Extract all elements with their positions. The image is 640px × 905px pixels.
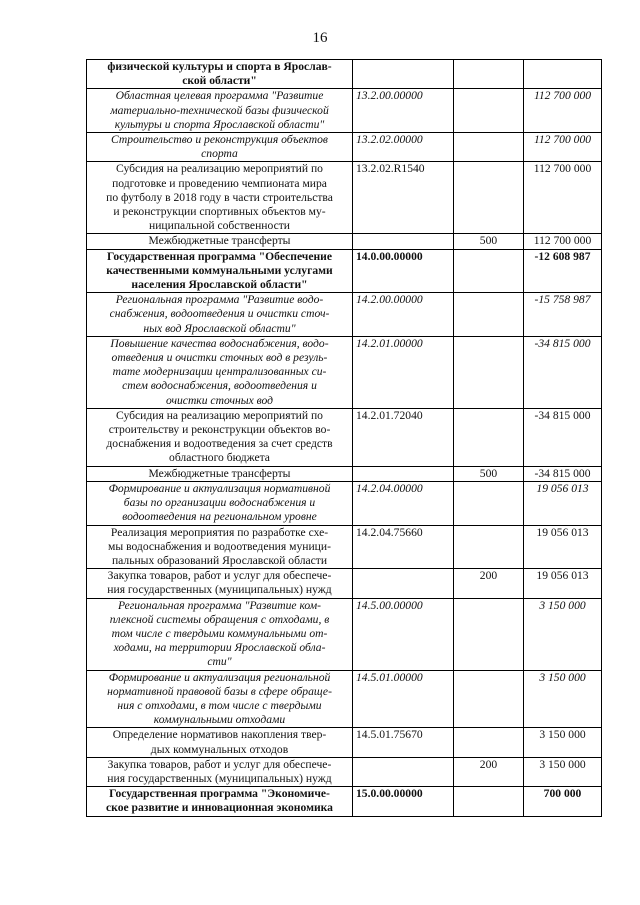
row-name-line: Закупка товаров, работ и услуг для обеспече-	[107, 569, 332, 583]
row-amount: 112 700 000	[524, 162, 602, 234]
row-name	[87, 525, 353, 569]
row-name-line: Межбюджетные трансферты	[148, 466, 291, 480]
row-name-line: том числе с твердыми коммунальными от-	[111, 626, 328, 640]
row-name	[87, 466, 353, 481]
table-row	[87, 569, 602, 598]
row-name	[87, 569, 353, 598]
table-row	[87, 60, 602, 89]
row-name-line: нормативной правовой базы в сфере обраще-	[107, 684, 332, 698]
row-name	[87, 728, 353, 757]
budget-table-body	[87, 60, 602, 817]
row-code: 14.2.01.00000	[353, 336, 454, 408]
row-amount: -34 815 000	[524, 466, 602, 481]
row-name-line: тате модернизации централизованных си-	[112, 365, 327, 379]
row-name-line: Межбюджетные трансферты	[148, 234, 291, 248]
row-name-line: населения Ярославской области"	[131, 278, 308, 292]
row-name	[87, 336, 353, 408]
table-row	[87, 408, 602, 466]
row-name	[87, 60, 353, 89]
row-name-line: отведения и очистки сточных вод в резуль-	[111, 351, 328, 365]
row-name-line: Определение нормативов накопления твер-	[112, 728, 327, 742]
row-name-line: снабжения, водоотведения и очистки сточ-	[109, 307, 330, 321]
row-name-line: областного бюджета	[169, 451, 270, 465]
row-code: 14.2.00.00000	[353, 293, 454, 337]
table-row	[87, 293, 602, 337]
row-name	[87, 162, 353, 234]
row-name-line: строительству и реконструкции объектов во-	[108, 423, 331, 437]
row-amount: 112 700 000	[524, 234, 602, 249]
row-name-line: очистки сточных вод	[165, 393, 274, 407]
row-name-line: ния с отходами, в том числе с твердыми	[117, 698, 322, 712]
row-name-line: сти"	[207, 655, 232, 669]
row-amount: -34 815 000	[524, 336, 602, 408]
row-name-line: Повышение качества водоснабжения, водо-	[110, 336, 329, 350]
row-amount: -15 758 987	[524, 293, 602, 337]
row-name-line: Формирование и актуализация нормативной	[108, 481, 331, 495]
row-expense-type	[454, 670, 524, 728]
row-expense-type	[454, 408, 524, 466]
row-name-line: стем водоснабжения, водоотведения и	[122, 379, 317, 393]
row-expense-type	[454, 481, 524, 525]
row-name-line: плексной системы обращения с отходами, в	[109, 612, 330, 626]
row-name-line: Субсидия на реализацию мероприятий по	[116, 162, 323, 176]
row-name	[87, 408, 353, 466]
row-code: 14.5.01.00000	[353, 670, 454, 728]
row-amount: 19 056 013	[524, 481, 602, 525]
row-expense-type: 200	[454, 757, 524, 786]
row-name-line: ния государственных (муниципальных) нужд	[107, 583, 332, 597]
row-name-line: спорта	[201, 147, 238, 161]
row-name	[87, 293, 353, 337]
row-expense-type	[454, 293, 524, 337]
row-code: 13.2.02.R1540	[353, 162, 454, 234]
row-name-line: Субсидия на реализацию мероприятий по	[116, 408, 323, 422]
row-name	[87, 249, 353, 293]
table-row	[87, 133, 602, 162]
row-amount: 3 150 000	[524, 728, 602, 757]
row-code	[353, 234, 454, 249]
row-code: 15.0.00.00000	[353, 787, 454, 816]
row-name	[87, 133, 353, 162]
row-amount: 112 700 000	[524, 89, 602, 133]
row-expense-type: 200	[454, 569, 524, 598]
row-name-line: водоотведения на региональном уровне	[122, 510, 317, 524]
row-name-line: Строительство и реконструкция объектов	[111, 133, 328, 147]
row-name-line: по футболу в 2018 году в части строительства	[106, 190, 333, 204]
row-expense-type	[454, 60, 524, 89]
row-amount: 700 000	[524, 787, 602, 816]
table-row	[87, 598, 602, 670]
row-code	[353, 466, 454, 481]
row-expense-type	[454, 787, 524, 816]
row-expense-type	[454, 162, 524, 234]
table-row	[87, 481, 602, 525]
row-expense-type	[454, 525, 524, 569]
table-row	[87, 728, 602, 757]
row-name-line: Формирование и актуализация региональной	[108, 670, 331, 684]
row-name-line: мы водоснабжения и водоотведения муници-	[108, 539, 331, 553]
table-row	[87, 757, 602, 786]
row-name	[87, 670, 353, 728]
row-amount: -12 608 987	[524, 249, 602, 293]
row-name-line: базы по организации водоснабжения и	[123, 496, 316, 510]
row-amount: 3 150 000	[524, 670, 602, 728]
row-code	[353, 757, 454, 786]
row-expense-type	[454, 728, 524, 757]
row-name-line: Региональная программа "Развитие ком-	[117, 598, 322, 612]
row-code: 14.2.04.00000	[353, 481, 454, 525]
table-row	[87, 234, 602, 249]
row-expense-type	[454, 89, 524, 133]
row-code: 14.5.01.75670	[353, 728, 454, 757]
row-name	[87, 234, 353, 249]
row-name-line: ния государственных (муниципальных) нужд	[107, 771, 332, 785]
row-name-line: физической культуры и спорта в Ярослав-	[107, 60, 332, 73]
row-expense-type: 500	[454, 234, 524, 249]
row-name-line: культуры и спорта Ярославской области"	[114, 117, 325, 131]
table-row	[87, 787, 602, 816]
table-row	[87, 525, 602, 569]
row-name	[87, 598, 353, 670]
row-name-line: доснабжения и водоотведения за счет средств	[106, 437, 333, 451]
table-row	[87, 670, 602, 728]
row-code: 14.0.00.00000	[353, 249, 454, 293]
row-name-line: Областная целевая программа "Развитие	[115, 89, 324, 103]
table-row	[87, 466, 602, 481]
row-expense-type	[454, 249, 524, 293]
row-code: 14.2.04.75660	[353, 525, 454, 569]
row-name	[87, 481, 353, 525]
row-expense-type	[454, 336, 524, 408]
row-name-line: качественными коммунальными услугами	[106, 263, 333, 277]
row-name-line: дых коммунальных отходов	[150, 742, 289, 756]
row-amount	[524, 60, 602, 89]
row-name-line: Реализация мероприятия по разработке схе-	[110, 525, 329, 539]
table-row	[87, 89, 602, 133]
row-name-line: подготовке и проведению чемпионата мира	[112, 176, 327, 190]
row-name-line: коммунальными отходами	[153, 713, 286, 727]
table-row	[87, 336, 602, 408]
row-code: 14.5.00.00000	[353, 598, 454, 670]
row-amount: 3 150 000	[524, 757, 602, 786]
row-amount: 112 700 000	[524, 133, 602, 162]
page-number: 16	[312, 30, 328, 46]
row-name	[87, 89, 353, 133]
row-expense-type: 500	[454, 466, 524, 481]
row-amount: 19 056 013	[524, 525, 602, 569]
budget-table	[86, 59, 602, 817]
row-amount: 3 150 000	[524, 598, 602, 670]
row-name-line: и реконструкции спортивных объектов му-	[113, 205, 326, 219]
row-name-line: Государственная программа "Обеспечение	[106, 249, 332, 263]
row-name-line: Региональная программа "Развитие водо-	[115, 293, 324, 307]
row-name-line: Закупка товаров, работ и услуг для обеспече-	[107, 757, 332, 771]
row-name	[87, 757, 353, 786]
row-code: 14.2.01.72040	[353, 408, 454, 466]
row-expense-type	[454, 598, 524, 670]
row-name	[87, 787, 353, 816]
row-name-line: Государственная программа "Экономиче-	[109, 787, 330, 801]
row-code: 13.2.02.00000	[353, 133, 454, 162]
row-code	[353, 60, 454, 89]
row-name-line: пальных образований Ярославской области	[111, 553, 328, 567]
row-name-line: ходами, на территории Ярославской обла-	[113, 641, 326, 655]
row-code	[353, 569, 454, 598]
row-name-line: ных вод Ярославской области"	[143, 321, 296, 335]
row-name-line: ское развитие и инновационная экономика	[106, 801, 333, 815]
row-code: 13.2.00.00000	[353, 89, 454, 133]
row-amount: 19 056 013	[524, 569, 602, 598]
table-row	[87, 162, 602, 234]
row-name-line: ской области"	[182, 74, 257, 88]
row-name-line: ниципальной собственности	[149, 219, 290, 233]
row-amount: -34 815 000	[524, 408, 602, 466]
row-name-line: материально-технической базы физической	[110, 103, 329, 117]
table-row	[87, 249, 602, 293]
row-expense-type	[454, 133, 524, 162]
